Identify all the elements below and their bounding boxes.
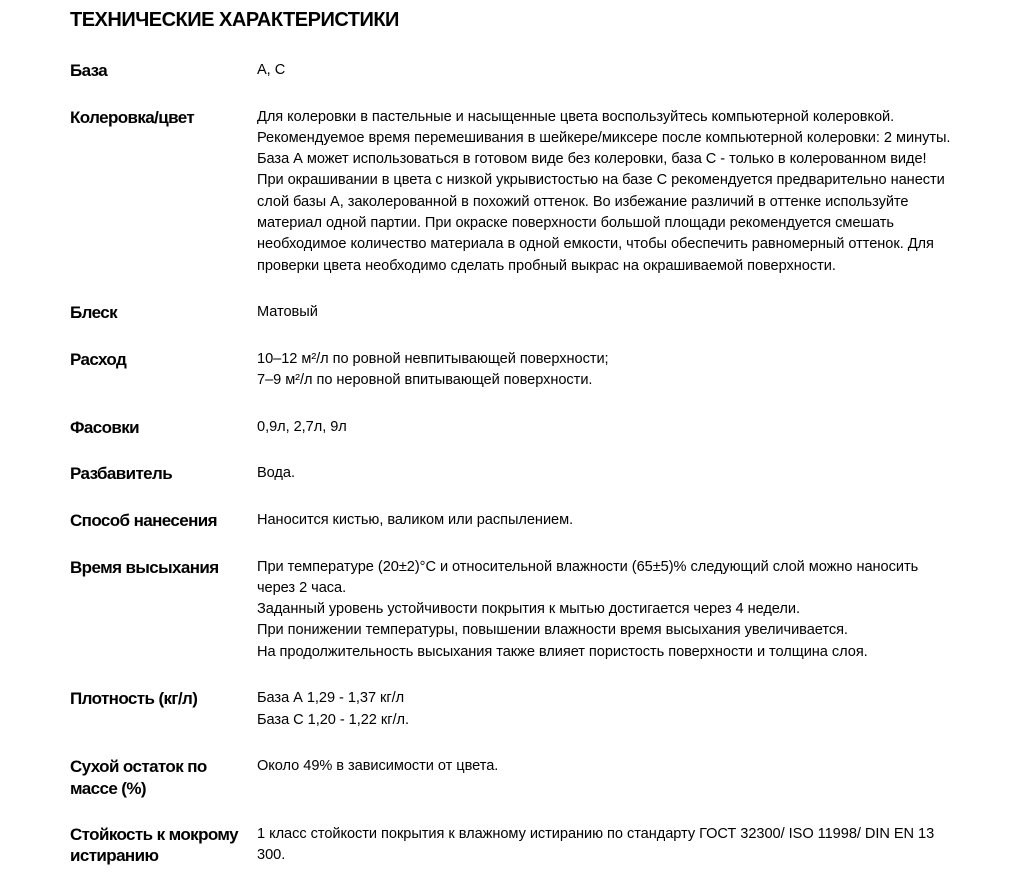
spec-value-line: Для колеровки в пастельные и насыщенные цвета воспользуйтесь компьютерной колеровкой. Рекомендуемое время перемешивания в шейкере/миксере после компьютерной колеровки: 2 минуты. База А может использоваться в готовом виде без колеровки, база С - только в колерованном виде! При окрашивании в цвета с низкой укрывистостью на базе С рекомендуется предварительно нанести слой базы А, заколерованной в похожий оттенок. Во избежание различий в оттенке используйте материал одной партии. При окраске поверхности большой площади рекомендуется смешать необходимое количество материала в одной емкости, чтобы обеспечить равномерный оттенок. Для проверки цвета необходимо сделать пробный выкрас на окрашиваемой поверхности.	[257, 108, 951, 274]
spec-row-application	[70, 510, 960, 531]
page-title: ТЕХНИЧЕСКИЕ ХАРАКТЕРИСТИКИ	[70, 9, 399, 31]
spec-value-line: Матовый	[257, 304, 318, 321]
spec-value-line: Заданный уровень устойчивости покрытия к мытью достигается через 4 недели.	[257, 601, 800, 618]
spec-row-base	[70, 60, 960, 81]
spec-value-line: База А 1,29 - 1,37 кг/л	[257, 690, 405, 707]
spec-value	[257, 688, 952, 731]
spec-value-line: Наносится кистью, валиком или распылением.	[257, 511, 574, 528]
spec-value-line: При температуре (20±2)°С и относительной влажности (65±5)% следующий слой можно наносить через 2 часа.	[257, 558, 919, 596]
spec-value	[257, 417, 952, 438]
spec-value	[257, 463, 952, 484]
spec-label: Способ нанесения	[70, 510, 217, 530]
spec-value-line: База С 1,20 - 1,22 кг/л.	[257, 711, 409, 728]
spec-value	[257, 60, 952, 81]
spec-value	[257, 557, 952, 663]
spec-row-consumption	[70, 349, 960, 392]
spec-label: База	[70, 61, 108, 80]
spec-value-line: Около 49% в зависимости от цвета.	[257, 758, 499, 775]
spec-value-line: На продолжительность высыхания также влияет пористость поверхности и толщина слоя.	[257, 643, 868, 660]
spec-value-line: А, С	[257, 62, 286, 78]
spec-row-dry-residue	[70, 756, 960, 799]
spec-label: Расход	[70, 349, 127, 369]
spec-row-tinting	[70, 107, 960, 277]
spec-value-line: 0,9л, 2,7л, 9л	[257, 418, 347, 435]
spec-label: Сухой остаток по массе (%)	[70, 757, 207, 798]
specs-table	[70, 60, 960, 867]
spec-row-thinner	[70, 463, 960, 484]
spec-row-wet-abrasion	[70, 824, 960, 867]
spec-row-density	[70, 688, 960, 731]
spec-value-line: 7–9 м²/л по неровной впитывающей поверхности.	[257, 372, 593, 389]
spec-value-line: 10–12 м²/л по ровной невпитывающей поверхности;	[257, 350, 609, 367]
spec-value	[257, 349, 952, 392]
spec-label: Колеровка/цвет	[70, 107, 195, 127]
spec-value	[257, 107, 952, 277]
spec-value	[257, 824, 952, 867]
spec-value	[257, 302, 952, 323]
spec-label: Блеск	[70, 303, 117, 323]
spec-value-line: Вода.	[257, 465, 295, 482]
spec-row-packaging	[70, 417, 960, 438]
spec-label: Время высыхания	[70, 557, 219, 577]
spec-label: Плотность (кг/л)	[70, 689, 198, 709]
spec-row-gloss	[70, 302, 960, 323]
spec-label: Стойкость к мокрому истиранию	[70, 825, 239, 866]
spec-label: Разбавитель	[70, 464, 173, 484]
spec-value	[257, 510, 952, 531]
spec-row-drying-time	[70, 557, 960, 663]
spec-value-line: При понижении температуры, повышении влажности время высыхания увеличивается.	[257, 622, 848, 639]
spec-page	[70, 0, 960, 892]
spec-label: Фасовки	[70, 417, 140, 437]
spec-value	[257, 756, 952, 799]
spec-value-line: 1 класс стойкости покрытия к влажному истиранию по стандарту ГОСТ 32300/ ISO 11998/ DIN EN 13 300.	[257, 826, 935, 864]
